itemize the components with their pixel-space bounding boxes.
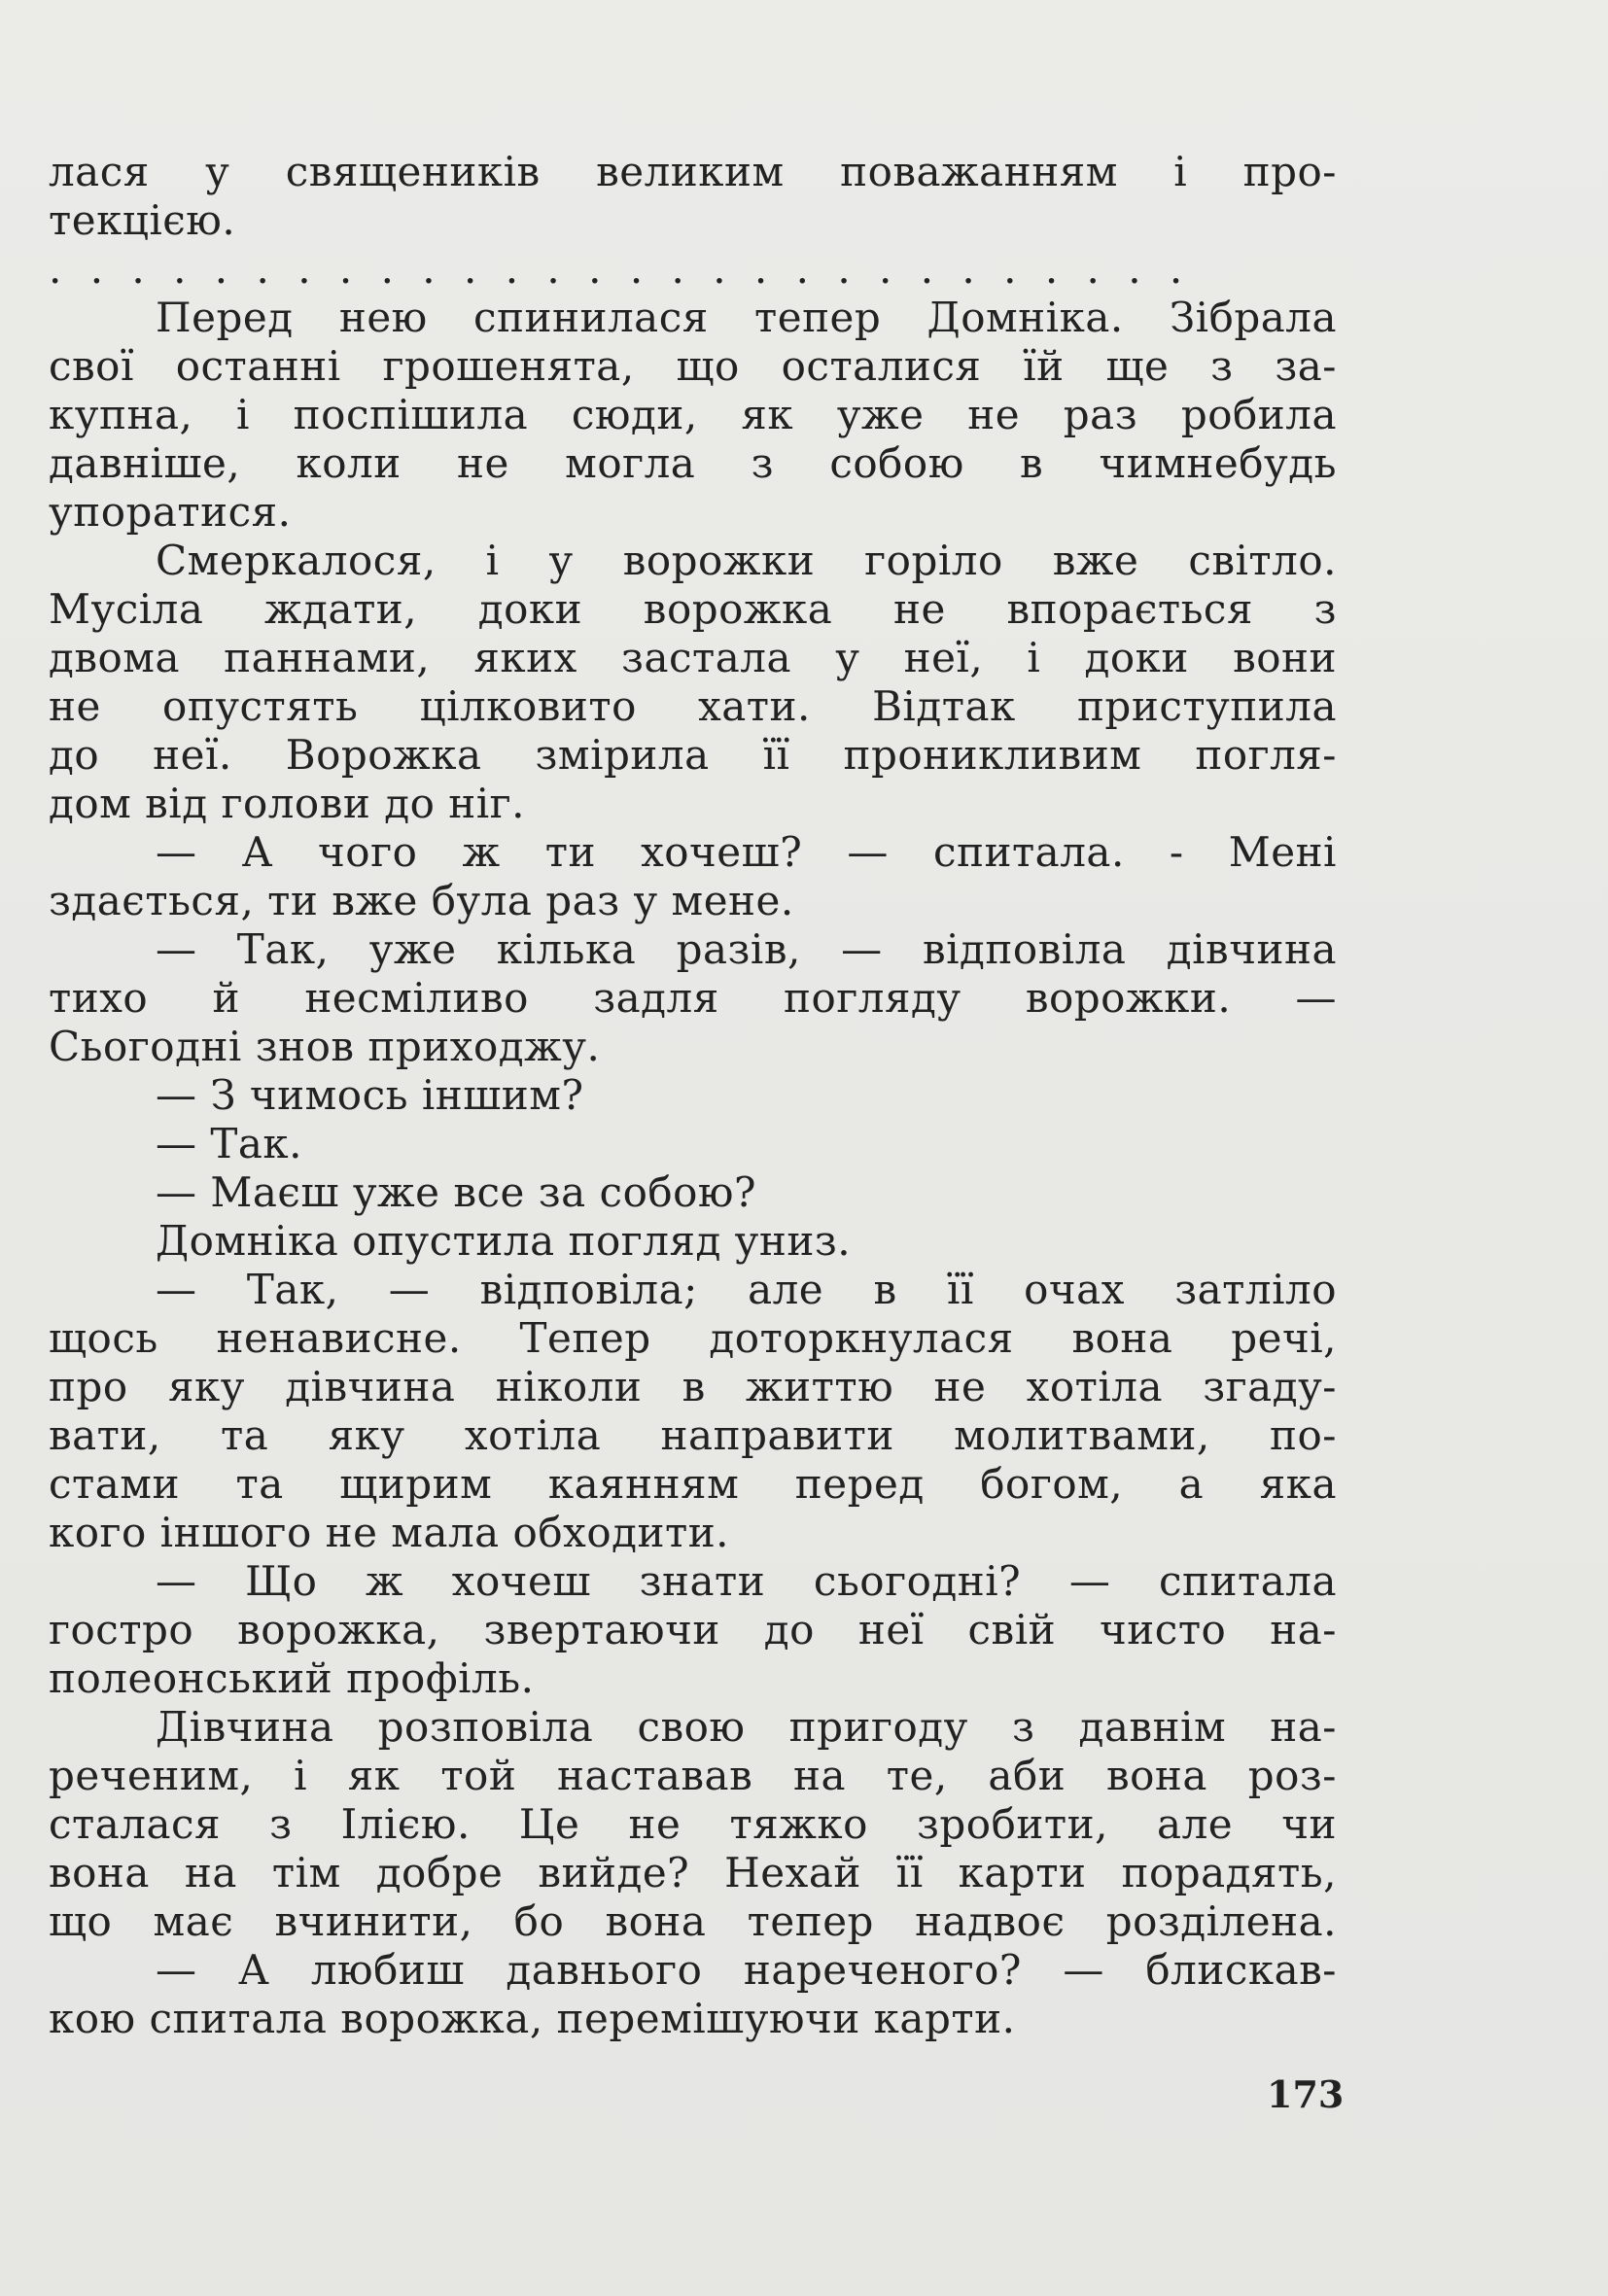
text-line: — З чимось іншим? (156, 1071, 584, 1119)
text-line: Домніка опустила погляд униз. (156, 1217, 852, 1265)
text-line: Перед нею спинилася тепер Домніка. Зібрала (156, 294, 1337, 341)
text-line: не опустять цілковито хати. Відтак приступила (49, 682, 1337, 730)
page-text (49, 148, 1337, 2043)
text-line: Сьогодні знов приходжу. (49, 1023, 601, 1070)
text-line: що має вчинити, бо вона тепер надвоє розділена. (49, 1897, 1337, 1945)
text-line: текцією. (49, 196, 236, 244)
text-line: — Так. (156, 1120, 303, 1167)
text-line: — Що ж хочеш знати сьогодні? — спитала (156, 1557, 1337, 1605)
text-line: щось ненависне. Тепер доторкнулася вона речі, (49, 1314, 1337, 1362)
text-line: свої останні грошенята, що осталися їй ще з за- (49, 342, 1337, 390)
text-line: тихо й несміливо задля погляду ворожки. — (49, 974, 1337, 1022)
text-line: Смеркалося, і у ворожки горіло вже світло. (156, 537, 1337, 584)
text-line: про яку дівчина ніколи в життю не хотіла згаду- (49, 1363, 1337, 1410)
text-line: сталася з Ілією. Це не тяжко зробити, але чи (49, 1800, 1337, 1848)
section-separator: . . . . . . . . . . . . . . . . . . . . . . . . . . . . (49, 245, 1191, 293)
text-line: дом від голови до ніг. (49, 780, 525, 827)
text-line: двома паннами, яких застала у неї, і доки вони (49, 634, 1337, 681)
text-line: — Так, уже кілька разів, — відповіла дівчина (156, 925, 1337, 973)
text-line: полеонський профіль. (49, 1654, 535, 1702)
text-line: кою спитала ворожка, перемішуючи карти. (49, 1995, 1016, 2042)
text-line: вати, та яку хотіла направити молитвами, по- (49, 1411, 1337, 1459)
text-line: до неї. Ворожка змірила її проникливим погля- (49, 731, 1337, 779)
text-line: здається, ти вже була раз у мене. (49, 877, 794, 924)
text-line: — Маєш уже все за собою? (156, 1168, 757, 1216)
text-line: Дівчина розповіла свою пригоду з давнім на- (156, 1703, 1337, 1751)
text-line: лася у священиків великим поважанням і про- (49, 148, 1337, 195)
text-line: — А чого ж ти хочеш? — спитала. - Мені (156, 828, 1337, 876)
page-number: 173 (1267, 2072, 1345, 2116)
text-line: вона на тім добре вийде? Нехай її карти порадять, (49, 1849, 1337, 1896)
text-line: давніше, коли не могла з собою в чимнебудь (49, 439, 1337, 487)
text-line: Мусіла ждати, доки ворожка не впорається з (49, 585, 1337, 633)
text-line: стами та щирим каянням перед богом, а яка (49, 1460, 1337, 1508)
text-line: купна, і поспішила сюди, як уже не раз робила (49, 391, 1337, 438)
text-line: — Так, — відповіла; але в її очах затліло (156, 1266, 1337, 1313)
text-line: кого іншого не мала обходити. (49, 1509, 730, 1556)
text-line: упоратися. (49, 488, 292, 536)
text-line: — А любиш давнього нареченого? — блискав- (156, 1946, 1337, 1994)
text-line: реченим, і як той наставав на те, аби вона роз- (49, 1752, 1337, 1799)
text-line: гостро ворожка, звертаючи до неї свій чисто на- (49, 1606, 1337, 1653)
